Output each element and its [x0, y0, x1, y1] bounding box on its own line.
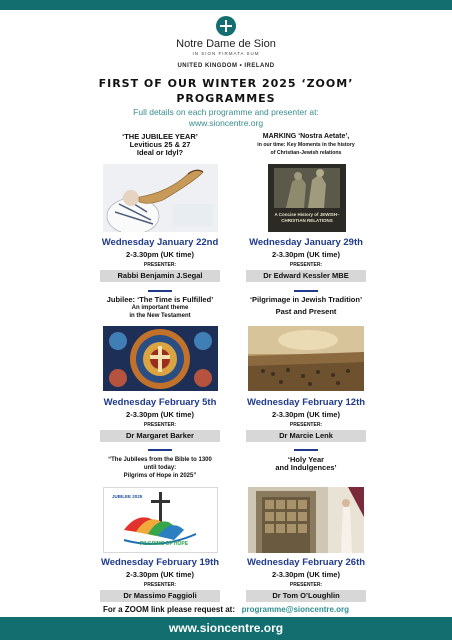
programme-time: 2-3.30pm (UK time) — [126, 250, 194, 259]
title-line: Leviticus 25 & 27 — [129, 140, 191, 149]
top-color-bar — [0, 0, 452, 10]
section-divider — [148, 290, 172, 292]
org-region: UNITED KINGDOM • IRELAND — [177, 63, 275, 69]
programme-date: Wednesday February 12th — [246, 397, 366, 408]
jubilee-logo-top-text: JUBILEE 2025 — [112, 494, 143, 499]
zoom-request-line — [0, 605, 452, 614]
section-divider — [294, 290, 318, 292]
mandala-image — [103, 326, 218, 391]
presenter-label: PRESENTER: — [289, 262, 323, 268]
programme-time: 2-3.30pm (UK time) — [272, 570, 340, 579]
title-line: in the New Testament — [129, 313, 191, 319]
title-line: Jubilee: ‘The Time is Fulfilled’ — [106, 295, 214, 304]
book-cover-image — [268, 164, 346, 232]
programme-time: 2-3.30pm (UK time) — [126, 410, 194, 419]
jubilee-logo-bottom-text: PILGRIMS OF HOPE — [140, 541, 189, 547]
shofar-image — [103, 164, 218, 232]
programme-card-4 — [246, 296, 366, 446]
pilgrimage-painting-image — [248, 326, 364, 391]
presenter-label: PRESENTER: — [289, 422, 323, 428]
programme-title — [246, 296, 366, 316]
programme-time: 2-3.30pm (UK time) — [272, 410, 340, 419]
page-title — [0, 76, 452, 106]
programme-date: Wednesday January 22nd — [101, 237, 219, 248]
org-name: Notre Dame de Sion — [176, 38, 276, 50]
title-line: of Christian-Jewish relations — [270, 150, 342, 156]
title-line: ‘Holy Year — [287, 455, 325, 464]
programme-date: Wednesday February 5th — [103, 397, 217, 408]
programme-time: 2-3.30pm (UK time) — [272, 250, 340, 259]
programme-time: 2-3.30pm (UK time) — [126, 570, 194, 579]
title-line: An important theme — [131, 305, 189, 311]
email-link[interactable]: programme@sioncentre.org — [241, 605, 350, 614]
website-link[interactable]: www.sioncentre.org — [168, 621, 284, 635]
presenter-label: PRESENTER: — [289, 582, 323, 588]
programme-date: Wednesday February 19th — [100, 557, 220, 568]
presenter-name: Dr Tom O’Loughlin — [246, 590, 366, 602]
title-line: MARKING ‘Nostra Aetate’, — [262, 133, 350, 140]
title-line: in our time: Key Moments in the history — [257, 142, 355, 148]
zoom-request-text: For a ZOOM link please request at: — [102, 605, 235, 614]
presenter-label: PRESENTER: — [143, 582, 177, 588]
programme-title — [100, 133, 220, 157]
programme-date: Wednesday January 29th — [249, 237, 363, 248]
programme-title — [246, 456, 366, 472]
section-divider — [148, 449, 172, 451]
title-line: Ideal or Idyl? — [136, 148, 184, 157]
details-note — [0, 107, 452, 129]
title-line: until today: — [143, 465, 177, 471]
details-text: Full details on each programme and presenter at: — [133, 107, 319, 117]
programme-card-6 — [246, 456, 366, 604]
title-line: ‘Pilgrimage in Jewish Tradition’ — [249, 295, 363, 304]
page-title-line-2: PROGRAMMES — [176, 92, 276, 105]
presenter-name: Rabbi Benjamin J.Segal — [100, 270, 220, 282]
jubilee-logo-image — [103, 487, 218, 553]
programme-title — [100, 296, 220, 320]
org-motto: IN SION FIRMATA SUM — [192, 51, 260, 56]
presenter-name: Dr Margaret Barker — [100, 430, 220, 442]
presenter-label: PRESENTER: — [143, 262, 177, 268]
programme-card-3 — [100, 296, 220, 446]
presenter-name: Dr Massimo Faggioli — [100, 590, 220, 602]
details-website-link[interactable]: www.sioncentre.org — [188, 118, 264, 128]
title-line: Pilgrims of Hope in 2025” — [123, 473, 197, 479]
title-line: Past and Present — [275, 307, 337, 316]
page-title-line-1: FIRST OF OUR WINTER 2025 ‘ZOOM’ — [98, 77, 354, 90]
programme-title — [246, 133, 366, 157]
website-footer-bar — [0, 617, 452, 640]
presenter-label: PRESENTER: — [143, 422, 177, 428]
holy-door-image — [248, 487, 364, 553]
programme-card-5 — [100, 456, 220, 604]
book-caption: A Concise History of JEWISH–CHRISTIAN RELATIONS — [274, 212, 340, 223]
programme-title — [100, 456, 220, 480]
programme-card-1 — [100, 133, 220, 288]
sion-cross-logo-icon — [216, 16, 236, 36]
title-line: and Indulgences’ — [275, 463, 337, 472]
presenter-name: Dr Marcie Lenk — [246, 430, 366, 442]
programme-card-2 — [246, 133, 366, 288]
title-line: “The Jubilees from the Bible to 1300 — [108, 457, 212, 463]
title-line: ‘THE JUBILEE YEAR’ — [122, 132, 198, 141]
programme-date: Wednesday February 26th — [246, 557, 366, 568]
presenter-name: Dr Edward Kessler MBE — [246, 270, 366, 282]
section-divider — [294, 449, 318, 451]
